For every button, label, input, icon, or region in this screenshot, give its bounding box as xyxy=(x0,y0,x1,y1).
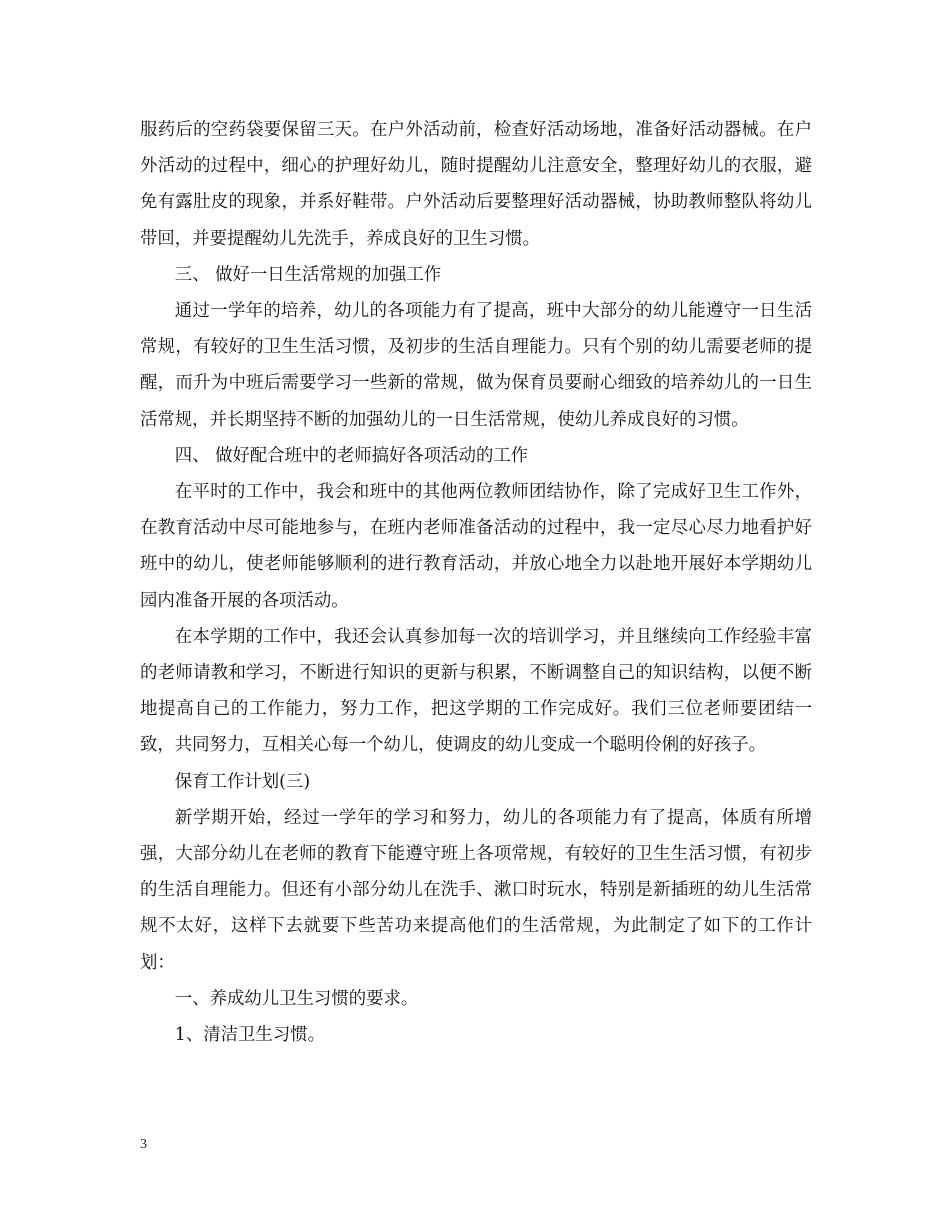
section-heading-cooperation: 四、 做好配合班中的老师搞好各项活动的工作 xyxy=(174,445,529,466)
page-number: 3 xyxy=(140,1137,147,1152)
subsection-heading-cleanliness: 1、清洁卫生习惯。 xyxy=(174,1025,325,1046)
paragraph-outdoor-activity: 服药后的空药袋要保留三天。在户外活动前，检查好活动场地，准备好活动器械。在户外活动的过程中，细心的护理好幼儿，随时提醒幼儿注意安全，整理好幼儿的衣服，避免有露肚皮的现象，并系好鞋带。户外活动后要整理好活动器械，协助教师整队将幼儿带回，并要提醒幼儿先洗手，养成良好的卫生习惯。 xyxy=(140,120,812,249)
paragraph-training: 在本学期的工作中，我还会认真参加每一次的培训学习，并且继续向工作经验丰富的老师请教和学习，不断进行知识的更新与积累，不断调整自己的知识结构，以便不断地提高自己的工作能力，努力工作，把这学期的工作完成好。我们三位老师要团结一致，共同努力，互相关心每一个幼儿，使调皮的幼儿变成一个聪明伶俐的好孩子。 xyxy=(140,626,812,756)
document-body xyxy=(140,112,812,1053)
paragraph-new-semester: 新学期开始，经过一学年的学习和努力，幼儿的各项能力有了提高，体质有所增强，大部分幼儿在老师的教育下能遵守班上各项常规，有较好的卫生生活习惯，有初步的生活自理能力。但还有小部分幼儿在洗手、漱口时玩水，特别是新插班的幼儿生活常规不太好，这样下去就要下些苦功来提高他们的生活常规，为此制定了如下的工作计划： xyxy=(140,807,812,973)
paragraph-daily-routine: 通过一学年的培养，幼儿的各项能力有了提高，班中大部分的幼儿能遵守一日生活常规，有较好的卫生生活习惯，及初步的生活自理能力。只有个别的幼儿需要老师的提醒，而升为中班后需要学习一些新的常规，做为保育员要耐心细致的培养幼儿的一日生活常规，并长期坚持不断的加强幼儿的一日生活常规，使幼儿养成良好的习惯。 xyxy=(140,301,812,430)
section-heading-daily-routine: 三、 做好一日生活常规的加强工作 xyxy=(174,264,442,285)
paragraph-cooperation: 在平时的工作中，我会和班中的其他两位教师团结协作，除了完成好卫生工作外，在教育活动中尽可能地参与，在班内老师准备活动的过程中，我一定尽心尽力地看护好班中的幼儿，使老师能够顺利的进行教育活动，并放心地全力以赴地开展好本学期幼儿园内准备开展的各项活动。 xyxy=(140,482,812,611)
plan-title: 保育工作计划(三) xyxy=(174,771,311,792)
section-heading-hygiene: 一、养成幼儿卫生习惯的要求。 xyxy=(174,988,419,1009)
